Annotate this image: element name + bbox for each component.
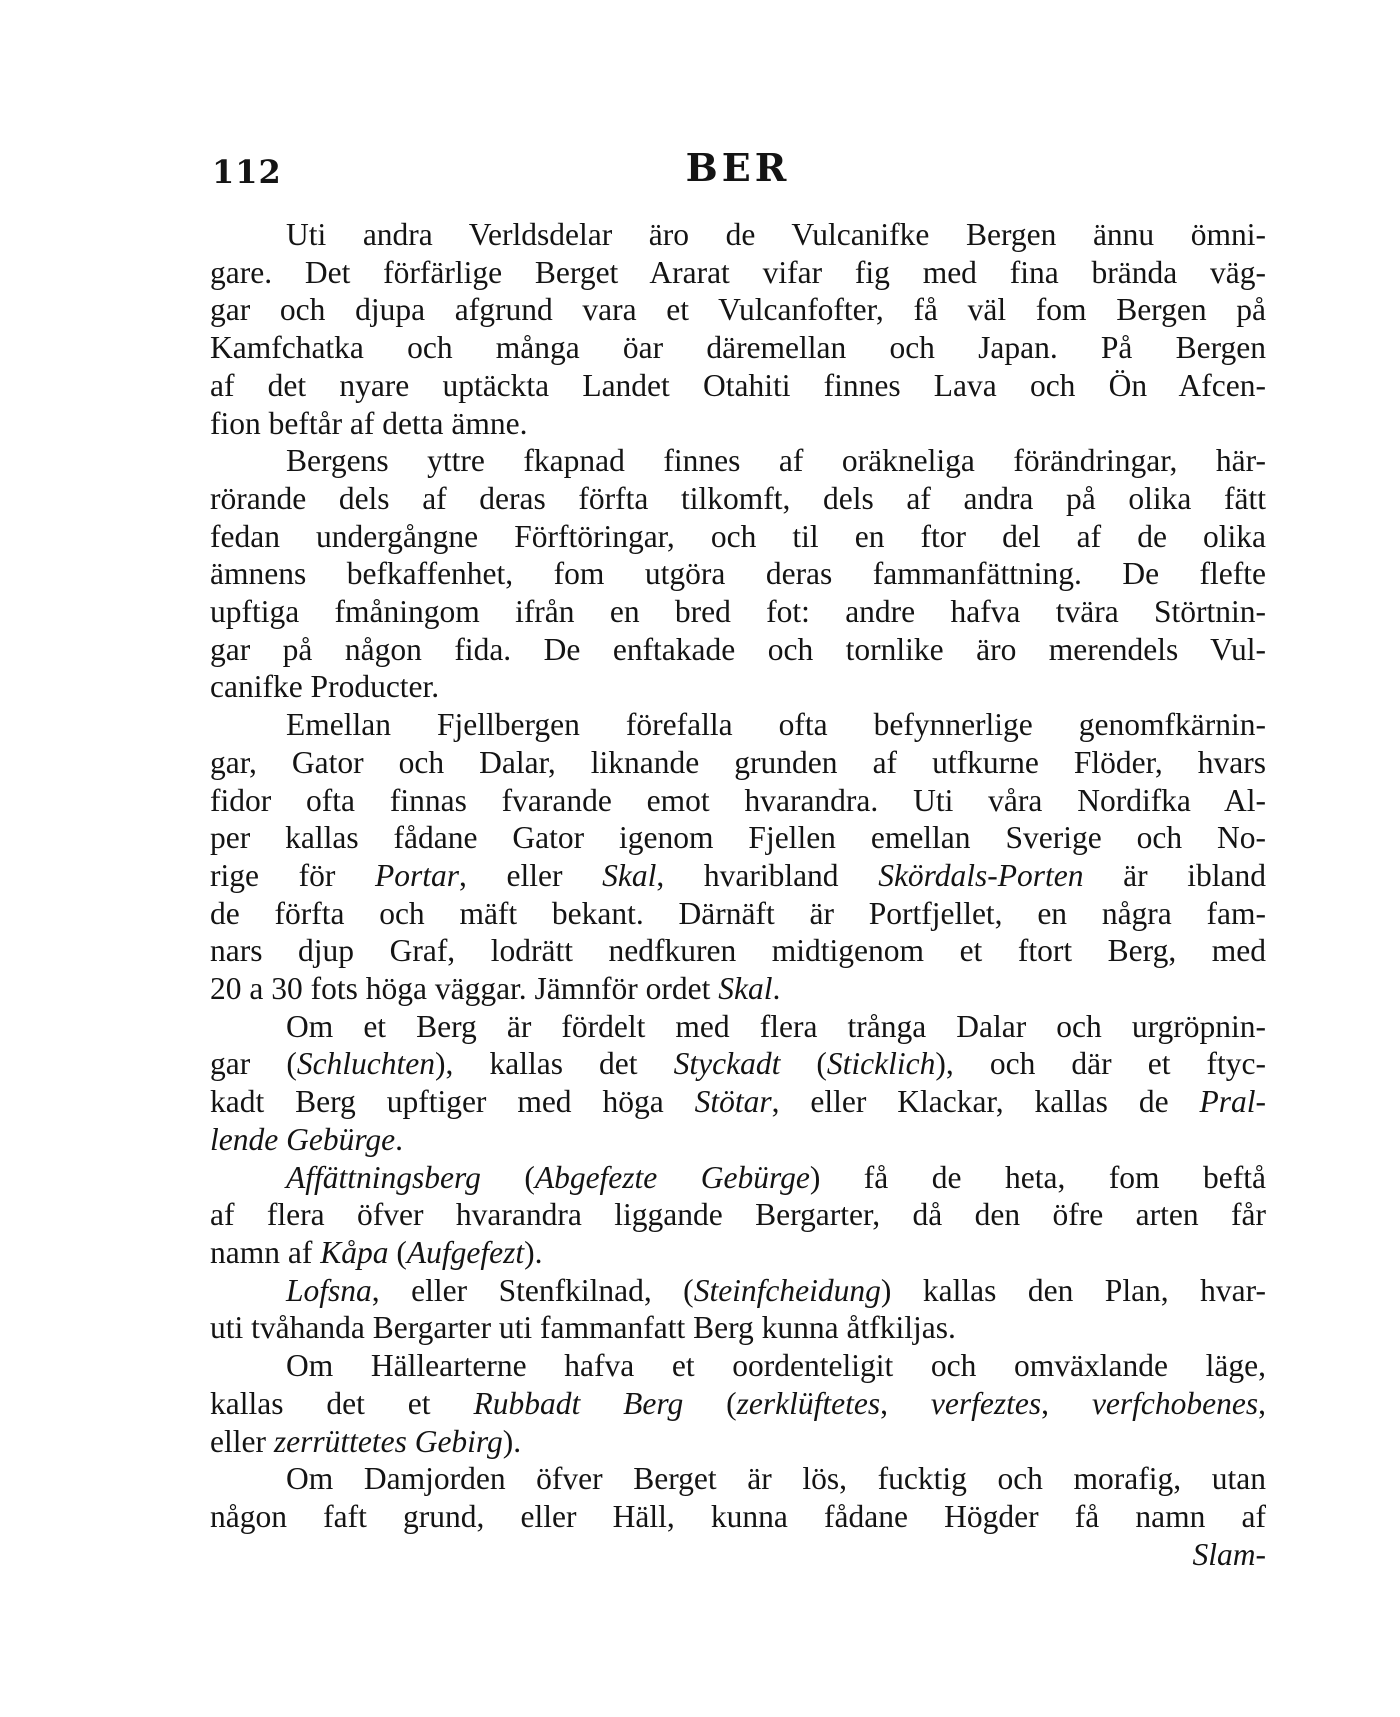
text-line: kadt Berg upftiger med höga Stötar, eller Klackar, kallas de Pral-: [210, 1084, 1266, 1120]
italic-term: Pral-: [1199, 1084, 1266, 1120]
text-line: Kamfchatka och många öar däremellan och Japan. På Bergen: [210, 330, 1266, 366]
italic-term: lende Gebürge: [210, 1121, 396, 1157]
italic-term: Skördals-Porten: [878, 857, 1084, 893]
text-line: kallas det et Rubbadt Berg (zerklüftetes, verfeztes, verfchobenes,: [210, 1385, 1267, 1421]
page-number: 112: [212, 153, 282, 191]
italic-term: verfchobenes: [1091, 1385, 1259, 1421]
text-line: gar på någon fida. De enftakade och tornlike äro merendels Vul-: [210, 631, 1266, 667]
text-line: gare. Det förfärlige Berget Ararat vifar fig med fina brända väg-: [210, 254, 1266, 290]
text-line: Om Hällearterne hafva et oordenteligit och omväxlande läge,: [286, 1348, 1266, 1384]
italic-term: Aufgefezt: [406, 1234, 525, 1270]
italic-term: zerklüftetes: [736, 1385, 881, 1421]
text-line: namn af Kåpa (Aufgefezt).: [210, 1234, 543, 1270]
text-line: ämnens befkaffenhet, fom utgöra deras fammanfättning. De flefte: [210, 556, 1266, 592]
text-line: upftiga fmåningom ifrån en bred fot: andre hafva tvära Störtnin-: [210, 594, 1266, 630]
text-line: fidor ofta finnas fvarande emot hvarandra. Uti våra Nordifka Al-: [210, 782, 1266, 818]
text-line: de förfta och mäft bekant. Därnäft är Portfjellet, en några fam-: [210, 895, 1266, 931]
text-line: Bergens yttre fkapnad finnes af oräkneliga förändringar, här-: [286, 443, 1266, 479]
text-line: 20 a 30 fots höga väggar. Jämnför ordet Skal.: [210, 971, 781, 1007]
text-line: af det nyare uptäckta Landet Otahiti finnes Lava och Ön Afcen-: [210, 367, 1266, 403]
text-line: Lofsna, eller Stenfkilnad, (Steinfcheidung) kallas den Plan, hvar-: [286, 1272, 1267, 1308]
text-line: Om Damjorden öfver Berget är lös, fucktig och morafig, utan: [286, 1461, 1266, 1497]
text-line: per kallas fådane Gator igenom Fjellen emellan Sverige och No-: [210, 820, 1266, 856]
italic-term: verfeztes: [930, 1385, 1042, 1421]
catchword: Slam-: [1192, 1536, 1266, 1572]
text-line: fedan undergångne Förftöringar, och til en ftor del af de olika: [210, 518, 1266, 554]
italic-term: Rubbadt Berg: [473, 1385, 684, 1421]
italic-term: Stötar: [694, 1084, 772, 1120]
text-line: gar (Schluchten), kallas det Styckadt (Sticklich), och där et ftyc-: [210, 1046, 1267, 1082]
text-line: af flera öfver hvarandra liggande Bergarter, då den öfre arten får: [210, 1197, 1266, 1233]
text-line: Uti andra Verldsdelar äro de Vulcanifke Bergen ännu ömni-: [286, 217, 1266, 252]
text-line: uti tvåhanda Bergarter uti fammanfatt Berg kunna åtfkiljas.: [210, 1310, 956, 1346]
italic-term: Portar: [374, 857, 459, 893]
text-line: rige för Portar, eller Skal, hvaribland Skördals-Porten är ibland: [210, 857, 1266, 893]
italic-term: Kåpa: [320, 1234, 389, 1270]
italic-term: Skal: [602, 857, 657, 893]
italic-term: Lofsna: [286, 1272, 372, 1308]
italic-term: Abgefezte Gebürge: [534, 1159, 810, 1195]
body-text: [210, 216, 1266, 1573]
page-header: [210, 145, 1266, 195]
text-line: gar och djupa afgrund vara et Vulcanfofter, få väl fom Bergen på: [210, 292, 1266, 328]
italic-term: Styckadt: [673, 1046, 781, 1082]
text-line: någon faft grund, eller Häll, kunna fådane Högder få namn af: [210, 1498, 1266, 1534]
running-head: BER: [685, 145, 791, 190]
text-line: canifke Producter.: [210, 669, 440, 705]
text-line: Affättningsberg (Abgefezte Gebürge) få de heta, fom beftå: [286, 1159, 1266, 1195]
text-line: eller zerrüttetes Gebirg).: [210, 1423, 522, 1459]
italic-term: Sticklich: [826, 1046, 936, 1082]
italic-term: Schluchten: [296, 1046, 436, 1082]
italic-term: Skal: [718, 971, 773, 1007]
text-line: Emellan Fjellbergen förefalla ofta befynnerlige genomfkärnin-: [286, 707, 1266, 743]
text-line: Om et Berg är fördelt med flera trånga Dalar och urgröpnin-: [286, 1008, 1266, 1044]
italic-term: Affättningsberg: [286, 1159, 481, 1195]
italic-term: Steinfcheidung: [693, 1272, 881, 1308]
text-line: lende Gebürge.: [210, 1121, 404, 1157]
italic-term: zerrüttetes Gebirg: [273, 1423, 503, 1459]
text-line: fion beftår af detta ämne.: [210, 405, 528, 441]
text-line: rörande dels af deras förfta tilkomft, dels af andra på olika fätt: [210, 480, 1266, 516]
text-line: nars djup Graf, lodrätt nedfkuren midtigenom et ftort Berg, med: [210, 933, 1266, 969]
text-line: gar, Gator och Dalar, liknande grunden af utfkurne Flöder, hvars: [210, 744, 1266, 780]
